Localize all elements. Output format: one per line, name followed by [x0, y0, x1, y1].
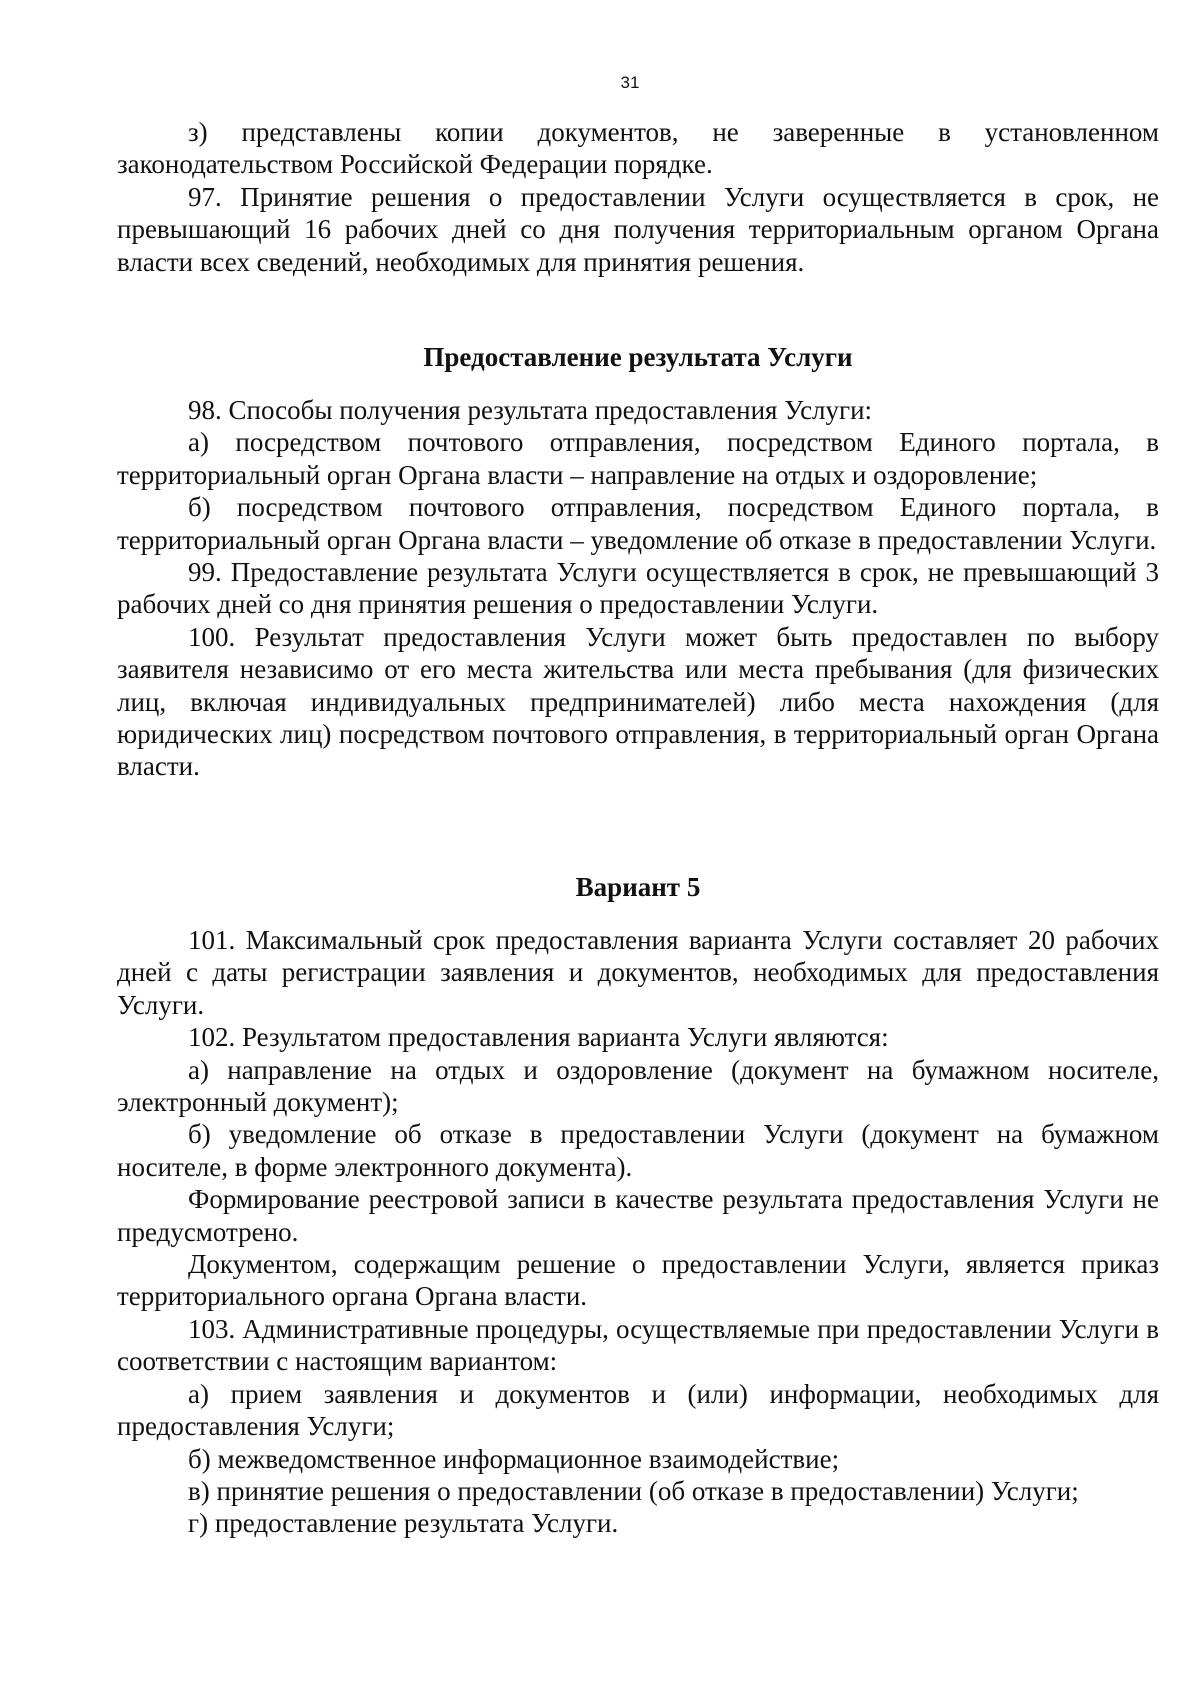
paragraph-100: 100. Результат предоставления Услуги может быть предоставлен по выбору заявителя независимо от его места жительства или места пребывания (для физических лиц, включая индивидуальных предпринимателей) либо места нахождения (для юридических лиц) посредством почтового отправления, в территориальный орган Органа власти. — [117, 621, 1159, 782]
paragraph-registry-note: Формирование реестровой записи в качестве результата предоставления Услуги не предусмотрено. — [117, 1184, 1159, 1247]
paragraph-decision-document: Документом, содержащим решение о предоставлении Услуги, является приказ территориального органа Органа власти. — [117, 1249, 1159, 1312]
paragraph-103: 103. Административные процедуры, осуществляемые при предоставлении Услуги в соответствии с настоящим вариантом: — [117, 1313, 1159, 1377]
heading-variant-5: Вариант 5 — [575, 872, 701, 902]
section-variant-5 — [117, 924, 1159, 1540]
paragraph-99: 99. Предоставление результата Услуги осуществляется в срок, не превышающий 3 рабочих дней со дня принятия решения о предоставлении Услуги. — [117, 557, 1159, 620]
paragraph-101: 101. Максимальный срок предоставления варианта Услуги составляет 20 рабочих дней с даты регистрации заявления и документов, необходимых для предоставления Услуги. — [117, 925, 1159, 1020]
paragraph-102: 102. Результатом предоставления варианта Услуги являются: — [188, 1022, 889, 1053]
paragraph-103-g: г) предоставление результата Услуги. — [188, 1508, 619, 1539]
page-number: 31 — [620, 73, 640, 92]
section-refusal-grounds — [117, 116, 1159, 278]
paragraph-z: з) представлены копии документов, не заверенные в установленном законодательством Российской Федерации порядке. — [117, 117, 1159, 180]
paragraph-98-a: а) посредством почтового отправления, посредством Единого портала, в территориальный орган Органа власти – направление на отдых и оздоровление; — [117, 427, 1159, 490]
paragraph-102-b: б) уведомление об отказе в предоставлении Услуги (документ на бумажном носителе, в форме электронного документа). — [117, 1119, 1159, 1182]
heading-result-provision: Предоставление результата Услуги — [423, 342, 853, 372]
paragraph-97: 97. Принятие решения о предоставлении Услуги осуществляется в срок, не превышающий 16 рабочих дней со дня получения территориальным органом Органа власти всех сведений, необходимых для принятия решения. — [117, 181, 1159, 277]
paragraph-103-b: б) межведомственное информационное взаимодействие; — [188, 1443, 840, 1474]
section-result-provision — [117, 394, 1159, 783]
paragraph-98: 98. Способы получения результата предоставления Услуги: — [188, 395, 873, 425]
paragraph-103-a: а) прием заявления и документов и (или) информации, необходимых для предоставления Услуги; — [117, 1378, 1159, 1442]
paragraph-102-a: а) направление на отдых и оздоровление (документ на бумажном носителе, электронный документ); — [117, 1054, 1159, 1118]
paragraph-103-v: в) принятие решения о предоставлении (об отказе в предоставлении) Услуги; — [188, 1475, 1079, 1506]
paragraph-98-b: б) посредством почтового отправления, посредством Единого портала, в территориальный орган Органа власти – уведомление об отказе в предоставлении Услуги. — [117, 492, 1159, 555]
